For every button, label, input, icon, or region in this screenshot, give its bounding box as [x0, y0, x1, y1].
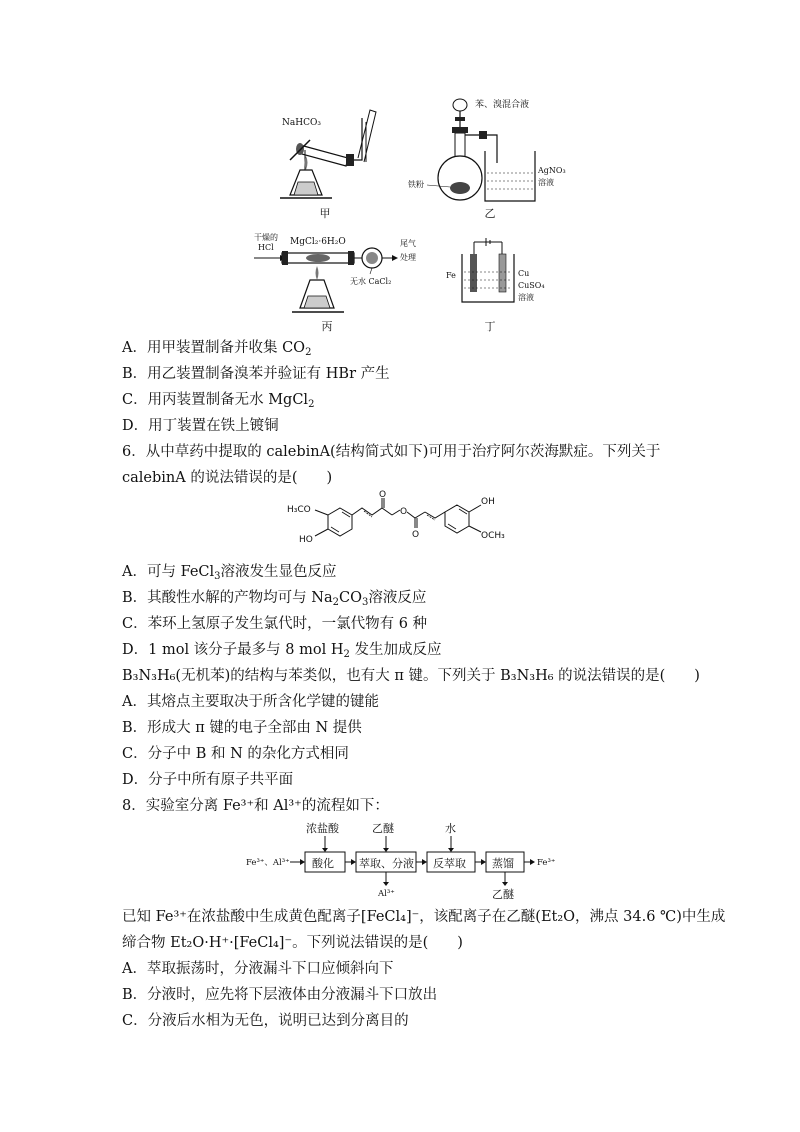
mol-oh-right: OH — [481, 497, 495, 507]
flow-step1-label: 酸化 — [312, 857, 334, 870]
label-cu: Cu — [518, 269, 530, 278]
calebin-a-structure — [285, 490, 545, 555]
mol-o-ester: O — [400, 507, 408, 517]
q7-option-d: D．分子中所有原子共平面 — [122, 772, 294, 788]
q5-option-a: A．用甲装置制备并收集 $CO_2$ — [122, 340, 312, 358]
q7-stem: B₃N₃H₆(无机苯)的结构与苯类似，也有大 π 键。下列关于 B₃N₃H₆ 的说法错误的是( ) — [122, 668, 700, 684]
q8-option-c: C．分液后水相为无色，说明已达到分离目的 — [122, 1013, 409, 1029]
q8-known-line2: 缔合物 Et₂O·H⁺·[FeCl₄]⁻。下列说法错误的是( ) — [122, 935, 463, 951]
q8-option-b: B．分液时，应先将下层液体由分液漏斗下口放出 — [122, 987, 438, 1003]
label-tail-gas: 尾气 — [400, 239, 416, 248]
label-treatment: 处理 — [400, 253, 416, 262]
q6-option-c: C．苯环上氢原子发生氯代时，一氯代物有 6 种 — [122, 616, 428, 632]
q7-option-a: A．其熔点主要取决于所含化学键的键能 — [122, 694, 379, 710]
flow-step2-label: 萃取、分液 — [359, 857, 414, 870]
label-iron-powder: 铁粉 — [408, 180, 424, 189]
q6-stem-line1: 6．从中草药中提取的 calebinA(结构简式如下)可用于治疗阿尔茨海默症。下列关于 — [122, 444, 661, 460]
flow-output-fe: Fe³⁺ — [537, 858, 556, 868]
label-dry: 干燥的 — [254, 233, 278, 242]
label-cuso4: CuSO₄ — [518, 281, 545, 290]
q5-option-b: B．用乙装置制备溴苯并验证有 HBr 产生 — [122, 366, 390, 382]
q7-option-c: C．分子中 B 和 N 的杂化方式相同 — [122, 746, 349, 762]
caption-yi: 乙 — [484, 207, 496, 220]
label-yi-solution: 溶液 — [538, 178, 554, 187]
q6-option-d: D．1 mol 该分子最多与 8 mol $H_2$ 发生加成反应 — [122, 642, 442, 660]
flow-reagent-hcl: 浓盐酸 — [306, 822, 339, 835]
caption-jia: 甲 — [319, 207, 331, 220]
mol-ho-left: HO — [299, 535, 313, 545]
flow-reagent-ether: 乙醚 — [372, 822, 394, 835]
label-ding-solution: 溶液 — [518, 293, 534, 302]
separation-flowchart — [240, 818, 570, 900]
q8-known-line1: 已知 Fe³⁺在浓盐酸中生成黄色配离子[FeCl₄]⁻，该配离子在乙醚(Et₂O，沸点 34.6 ℃)中生成 — [122, 909, 726, 925]
caption-ding: 丁 — [484, 320, 496, 333]
mol-och3: OCH₃ — [481, 531, 505, 541]
apparatus-bing-figure — [252, 228, 430, 318]
q6-stem-line2: calebinA 的说法错误的是( ) — [122, 470, 333, 486]
mol-o-ketone: O — [379, 490, 387, 500]
flow-out-ether: 乙醚 — [492, 888, 514, 900]
mol-o-carbonyl: O — [412, 530, 420, 540]
label-cacl2: 无水 CaCl₂ — [350, 277, 392, 286]
label-fe: Fe — [446, 271, 456, 280]
label-hcl: HCl — [258, 243, 274, 252]
label-benzene-bromine: 苯、溴混合液 — [475, 100, 530, 110]
apparatus-yi-figure — [405, 93, 575, 208]
q8-option-a: A．萃取振荡时，分液漏斗下口应倾斜向下 — [122, 961, 394, 977]
q7-option-b: B．形成大 π 键的电子全部由 N 提供 — [122, 720, 362, 736]
q5-option-d: D．用丁装置在铁上镀铜 — [122, 418, 279, 434]
apparatus-ding-figure — [442, 236, 552, 316]
flow-step4-label: 蒸馏 — [492, 857, 514, 870]
flow-step3-label: 反萃取 — [433, 857, 466, 870]
flow-out-al: Al³⁺ — [378, 889, 395, 899]
q6-option-b: B．其酸性水解的产物均可与 $Na_2CO_3$溶液反应 — [122, 590, 427, 608]
q6-option-a: A．可与 FeCl$_3$溶液发生显色反应 — [122, 564, 337, 582]
label-mgcl2-hydrate: MgCl₂·6H₂O — [290, 237, 346, 247]
caption-bing: 丙 — [321, 320, 333, 333]
flow-input: Fe³⁺、Al³⁺ — [246, 858, 290, 868]
mol-h3co: H₃CO — [287, 505, 311, 515]
apparatus-jia-figure — [270, 100, 390, 205]
flow-reagent-water: 水 — [445, 822, 456, 835]
q5-option-c: C．用丙装置制备无水 MgCl$_2$ — [122, 392, 315, 410]
label-agno3: AgNO₃ — [538, 166, 566, 175]
label-nahco3: NaHCO₃ — [282, 118, 321, 128]
q8-stem: 8．实验室分离 Fe³⁺和 Al³⁺的流程如下： — [122, 798, 389, 814]
